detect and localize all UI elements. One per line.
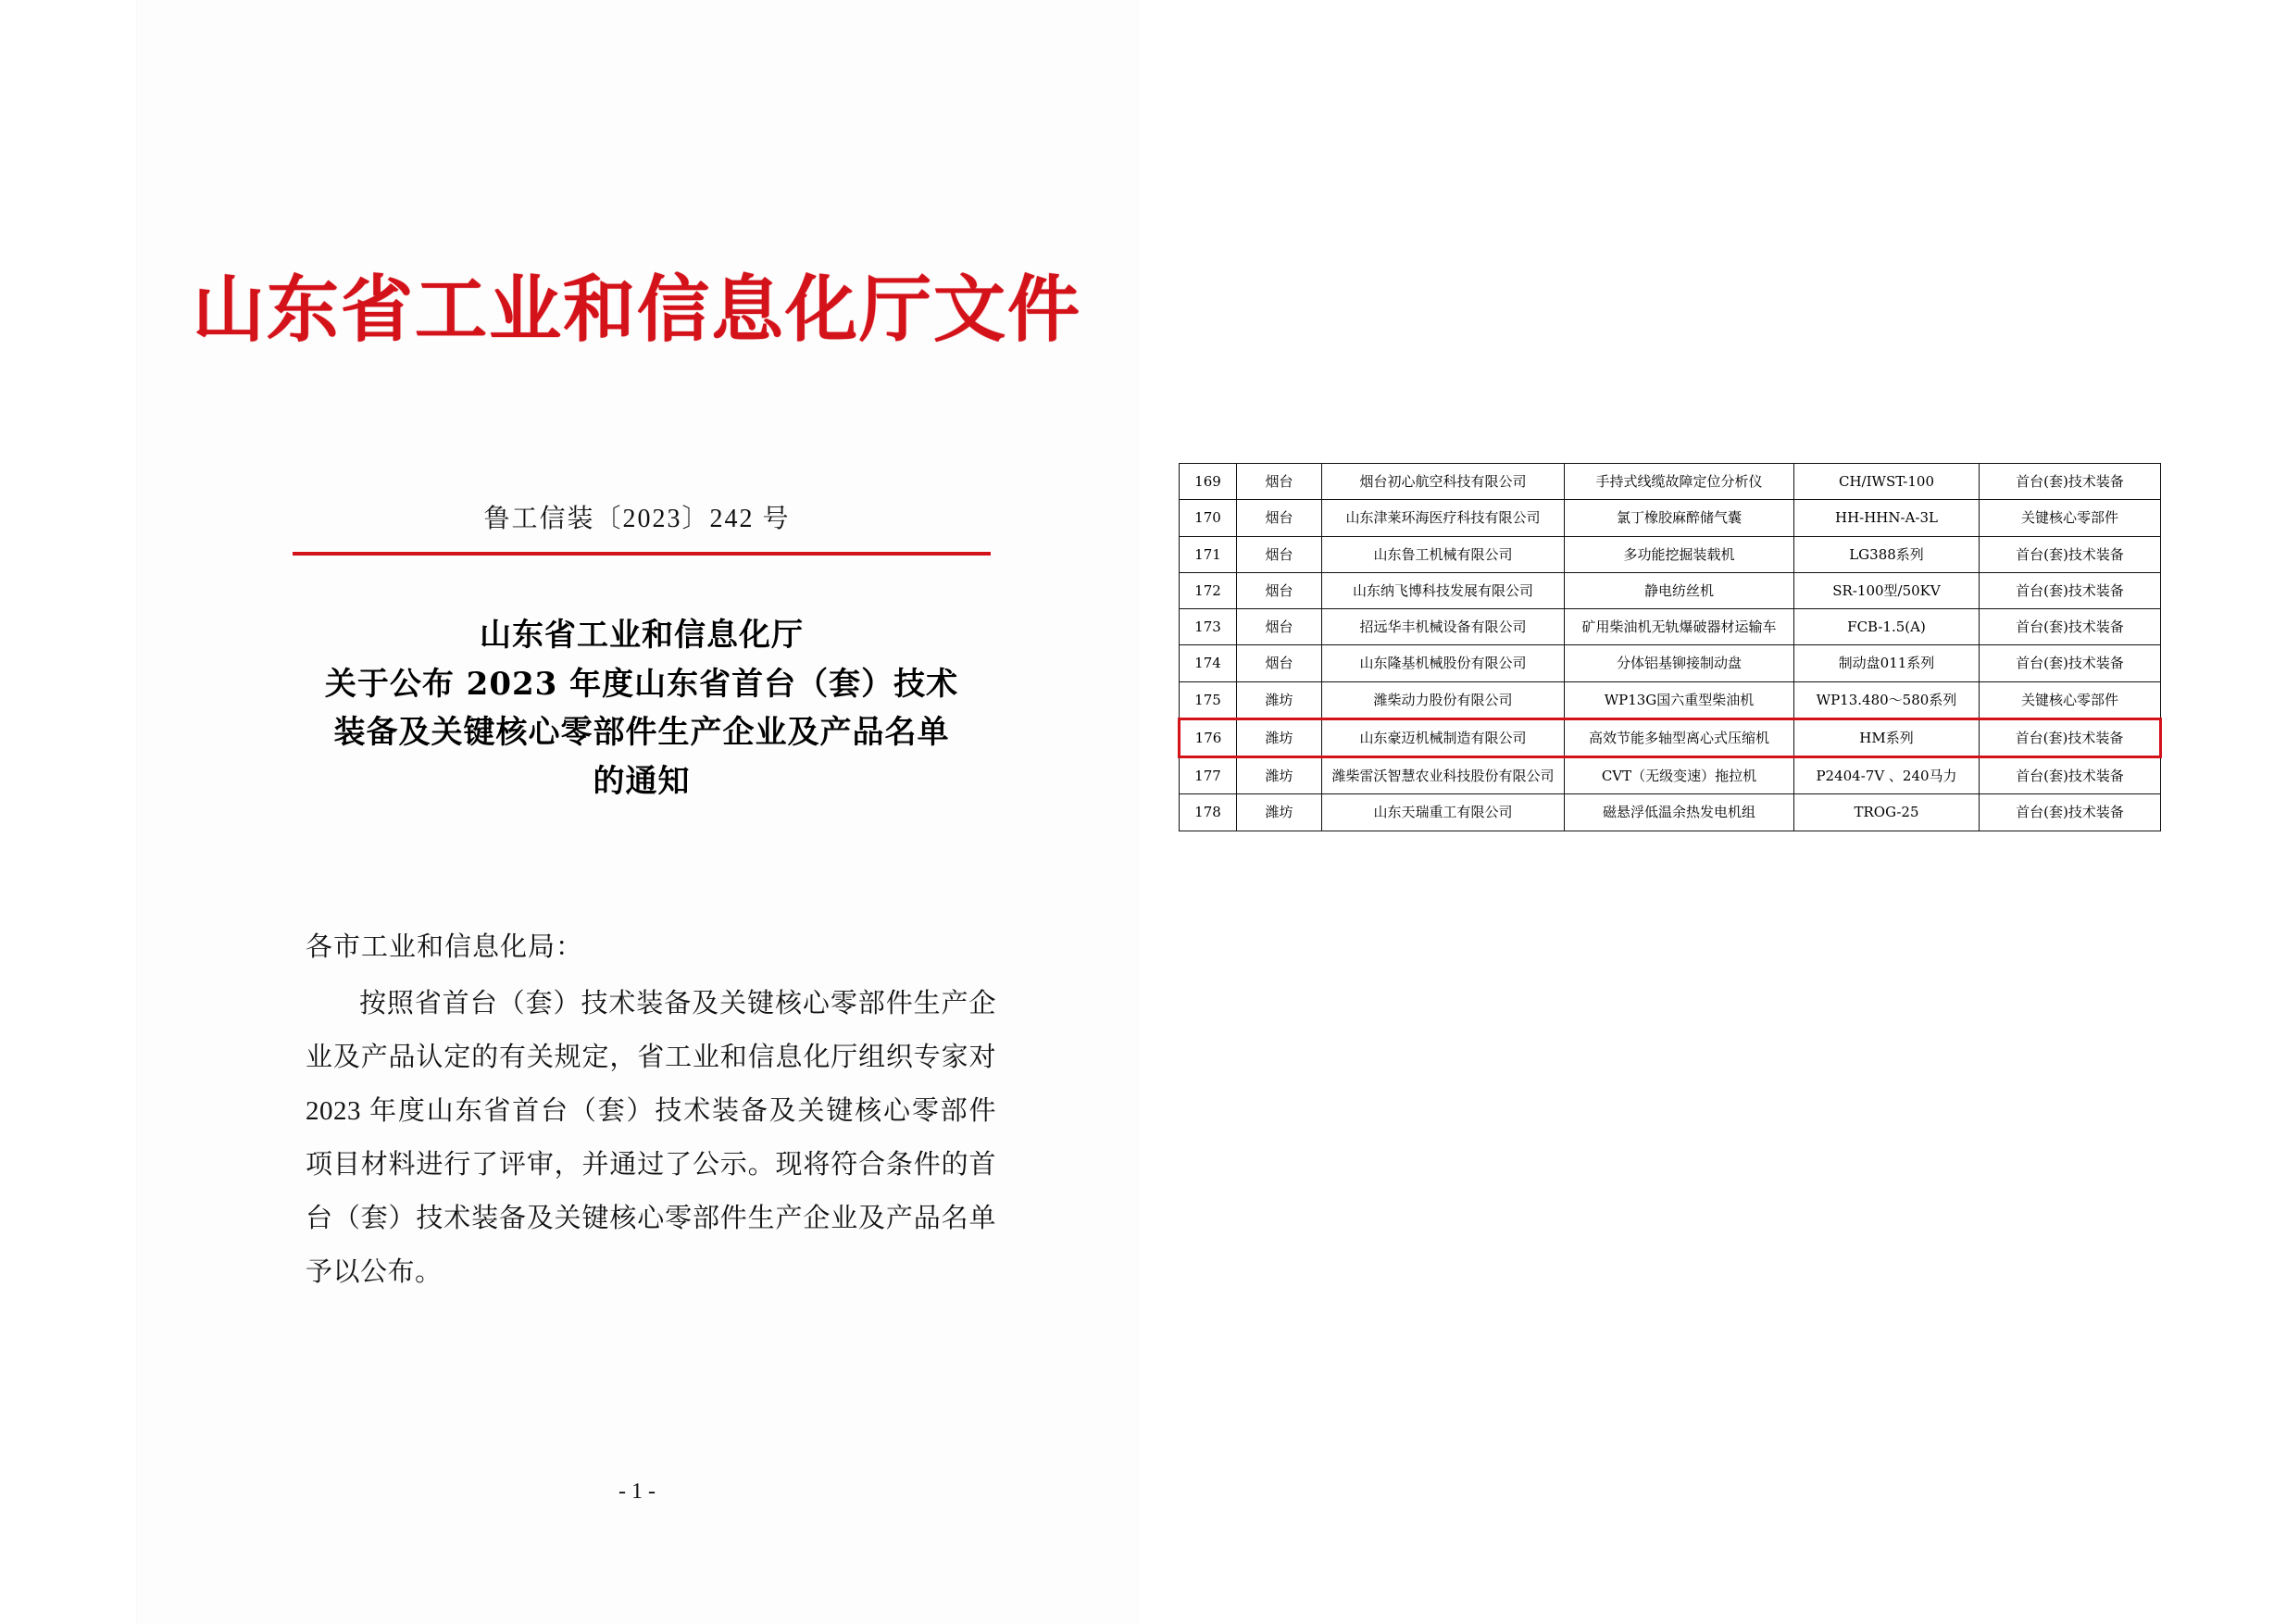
- document-header-title: 山东省工业和信息化厅文件: [192, 268, 1082, 352]
- table-row: [1180, 500, 2161, 536]
- row-product: 矿用柴油机无轨爆破器材运输车: [1565, 609, 1794, 645]
- row-enterprise: 潍柴动力股份有限公司: [1322, 681, 1565, 718]
- row-city: 烟台: [1237, 609, 1322, 645]
- row-no: 169: [1180, 464, 1237, 500]
- row-model: WP13.480～580系列: [1794, 681, 1980, 718]
- row-no: 174: [1180, 645, 1237, 681]
- document-page: [137, 0, 1137, 1624]
- row-no: 178: [1180, 794, 1237, 831]
- row-type: 关键核心零部件: [1980, 500, 2161, 536]
- row-no: 170: [1180, 500, 1237, 536]
- row-no: 173: [1180, 609, 1237, 645]
- table-row: [1180, 536, 2161, 572]
- table-row: [1180, 572, 2161, 608]
- row-model: TROG-25: [1794, 794, 1980, 831]
- row-type: 首台(套)技术装备: [1980, 572, 2161, 608]
- row-type: 首台(套)技术装备: [1980, 609, 2161, 645]
- listing-table: [1178, 463, 2162, 831]
- row-model: 制动盘011系列: [1794, 645, 1980, 681]
- document-body-paragraph: 按照省首台（套）技术装备及关键核心零部件生产企业及产品认定的有关规定，省工业和信息化厅组织专家对 2023 年度山东省首台（套）技术装备及关键核心零部件项目材料进行了评审，并通过了公示。现将符合条件的首台（套）技术装备及关键核心零部件生产企业及产品名单予以公布。: [306, 989, 996, 1287]
- document-salutation: 各市工业和信息化局：: [306, 932, 584, 962]
- row-type: 首台(套)技术装备: [1980, 794, 2161, 831]
- row-product: 静电纺丝机: [1565, 572, 1794, 608]
- row-city: 烟台: [1237, 572, 1322, 608]
- row-type: 首台(套)技术装备: [1980, 718, 2161, 756]
- page-number: - 1 -: [618, 1480, 656, 1504]
- row-city: 烟台: [1237, 645, 1322, 681]
- row-city: 烟台: [1237, 536, 1322, 572]
- row-enterprise: 招远华丰机械设备有限公司: [1322, 609, 1565, 645]
- row-no: 176: [1180, 718, 1237, 756]
- row-city: 潍坊: [1237, 681, 1322, 718]
- table-row: [1180, 645, 2161, 681]
- row-model: LG388系列: [1794, 536, 1980, 572]
- page-margin-left: [0, 0, 137, 1624]
- row-city: 潍坊: [1237, 718, 1322, 756]
- row-type: 关键核心零部件: [1980, 681, 2161, 718]
- row-no: 172: [1180, 572, 1237, 608]
- row-model: HH-HHN-A-3L: [1794, 500, 1980, 536]
- row-enterprise: 潍柴雷沃智慧农业科技股份有限公司: [1322, 757, 1565, 794]
- table-row: [1180, 609, 2161, 645]
- row-no: 171: [1180, 536, 1237, 572]
- table-row: [1180, 718, 2161, 756]
- document-title-line-1: 山东省工业和信息化厅: [480, 617, 804, 654]
- row-model: HM系列: [1794, 718, 1980, 756]
- table-row: [1180, 794, 2161, 831]
- document-number: 鲁工信装〔2023〕242 号: [483, 505, 791, 533]
- row-enterprise: 山东豪迈机械制造有限公司: [1322, 718, 1565, 756]
- row-product: CVT（无级变速）拖拉机: [1565, 757, 1794, 794]
- row-product: 手持式线缆故障定位分析仪: [1565, 464, 1794, 500]
- document-title: [293, 611, 991, 806]
- row-enterprise: 烟台初心航空科技有限公司: [1322, 464, 1565, 500]
- row-type: 首台(套)技术装备: [1980, 536, 2161, 572]
- row-type: 首台(套)技术装备: [1980, 645, 2161, 681]
- row-product: WP13G国六重型柴油机: [1565, 681, 1794, 718]
- row-city: 烟台: [1237, 464, 1322, 500]
- row-city: 烟台: [1237, 500, 1322, 536]
- row-no: 177: [1180, 757, 1237, 794]
- row-model: CH/IWST-100: [1794, 464, 1980, 500]
- row-enterprise: 山东鲁工机械有限公司: [1322, 536, 1565, 572]
- row-product: 分体铝基铆接制动盘: [1565, 645, 1794, 681]
- row-product: 多功能挖掘装载机: [1565, 536, 1794, 572]
- document-title-line-3: 装备及关键核心零部件生产企业及产品名单: [333, 714, 950, 752]
- table-row: [1180, 681, 2161, 718]
- row-type: 首台(套)技术装备: [1980, 757, 2161, 794]
- table-row: [1180, 757, 2161, 794]
- row-product: 高效节能多轴型离心式压缩机: [1565, 718, 1794, 756]
- listing-table-container: [1178, 463, 2159, 831]
- row-city: 潍坊: [1237, 757, 1322, 794]
- row-enterprise: 山东隆基机械股份有限公司: [1322, 645, 1565, 681]
- row-enterprise: 山东津莱环海医疗科技有限公司: [1322, 500, 1565, 536]
- table-row: [1180, 464, 2161, 500]
- row-city: 潍坊: [1237, 794, 1322, 831]
- document-title-line-2: 关于公布 2023 年度山东省首台（套）技术: [324, 665, 959, 703]
- row-model: FCB-1.5(A): [1794, 609, 1980, 645]
- red-divider-rule: [293, 552, 991, 556]
- row-model: P2404-7V 、240马力: [1794, 757, 1980, 794]
- row-product: 氯丁橡胶麻醉储气囊: [1565, 500, 1794, 536]
- row-enterprise: 山东天瑞重工有限公司: [1322, 794, 1565, 831]
- row-type: 首台(套)技术装备: [1980, 464, 2161, 500]
- row-enterprise: 山东纳飞博科技发展有限公司: [1322, 572, 1565, 608]
- row-model: SR-100型/50KV: [1794, 572, 1980, 608]
- row-product: 磁悬浮低温余热发电机组: [1565, 794, 1794, 831]
- row-no: 175: [1180, 681, 1237, 718]
- document-title-line-4: 的通知: [593, 763, 691, 801]
